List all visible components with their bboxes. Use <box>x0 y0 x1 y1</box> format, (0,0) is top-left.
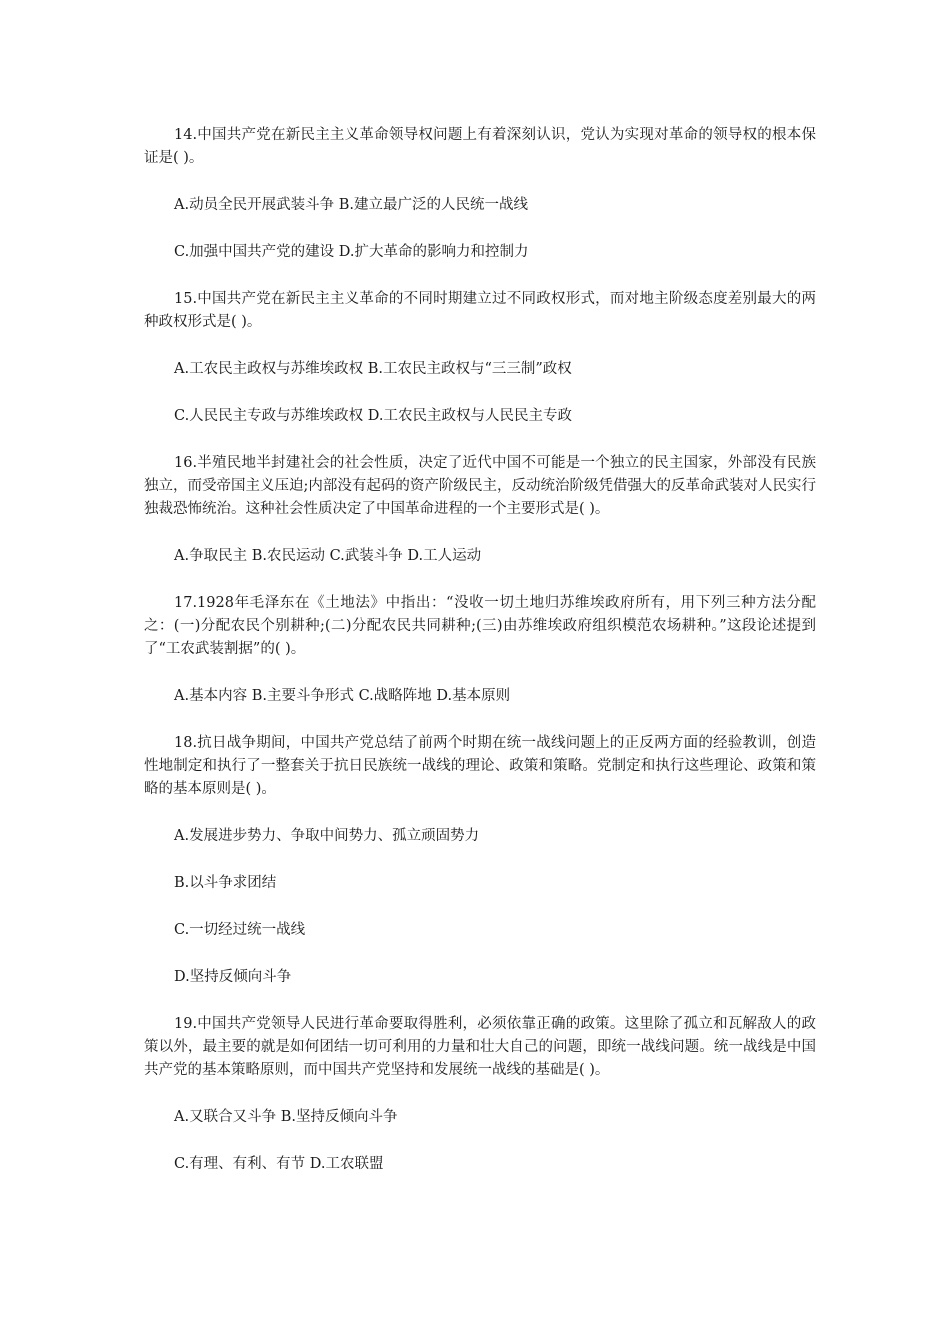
question-16-options: A.争取民主 B.农民运动 C.武装斗争 D.工人运动 <box>174 548 482 564</box>
question-19-options-ab: A.又联合又斗争 B.坚持反倾向斗争 <box>174 1109 398 1125</box>
question-15: 15.中国共产党在新民主主义革命的不同时期建立过不同政权形式，而对地主阶级态度差别最大的两种政权形式是( )。 <box>144 291 816 330</box>
question-18-option-c: C.一切经过统一战线 <box>174 922 306 938</box>
question-14: 14.中国共产党在新民主主义革命领导权问题上有着深刻认识，党认为实现对革命的领导权的根本保证是( )。 <box>144 127 816 166</box>
question-17: 17.1928年毛泽东在《土地法》中指出：“没收一切土地归苏维埃政府所有，用下列三种方法分配之：(一)分配农民个别耕种;(二)分配农民共同耕种;(三)由苏维埃政府组织模范农场耕种。”这段论述提到了“工农武装割据”的( )。 <box>144 595 816 657</box>
question-19: 19.中国共产党领导人民进行革命要取得胜利，必须依靠正确的政策。这里除了孤立和瓦解敌人的政策以外，最主要的就是如何团结一切可利用的力量和壮大自己的问题，即统一战线问题。统一战线是中国共产党的基本策略原则，而中国共产党坚持和发展统一战线的基础是( )。 <box>144 1016 816 1078</box>
question-15-options-cd: C.人民民主专政与苏维埃政权 D.工农民主政权与人民民主专政 <box>174 408 573 424</box>
question-16: 16.半殖民地半封建社会的社会性质，决定了近代中国不可能是一个独立的民主国家，外部没有民族独立，而受帝国主义压迫;内部没有起码的资产阶级民主，反动统治阶级凭借强大的反革命武装对人民实行独裁恐怖统治。这种社会性质决定了中国革命进程的一个主要形式是( )。 <box>144 455 816 517</box>
question-14-options-cd: C.加强中国共产党的建设 D.扩大革命的影响力和控制力 <box>174 244 529 260</box>
question-18-option-a: A.发展进步势力、争取中间势力、孤立顽固势力 <box>174 828 480 844</box>
question-18: 18.抗日战争期间，中国共产党总结了前两个时期在统一战线问题上的正反两方面的经验教训，创造性地制定和执行了一整套关于抗日民族统一战线的理论、政策和策略。党制定和执行这些理论、政策和策略的基本原则是( )。 <box>144 735 816 797</box>
question-18-option-b: B.以斗争求团结 <box>174 875 277 891</box>
question-15-options-ab: A.工农民主政权与苏维埃政权 B.工农民主政权与“三三制”政权 <box>174 361 572 377</box>
question-17-options: A.基本内容 B.主要斗争形式 C.战略阵地 D.基本原则 <box>174 688 511 704</box>
question-19-options-cd: C.有理、有利、有节 D.工农联盟 <box>174 1156 384 1172</box>
question-14-options-ab: A.动员全民开展武装斗争 B.建立最广泛的人民统一战线 <box>174 197 528 213</box>
document-body <box>144 124 816 1200</box>
question-18-option-d: D.坚持反倾向斗争 <box>174 969 292 985</box>
